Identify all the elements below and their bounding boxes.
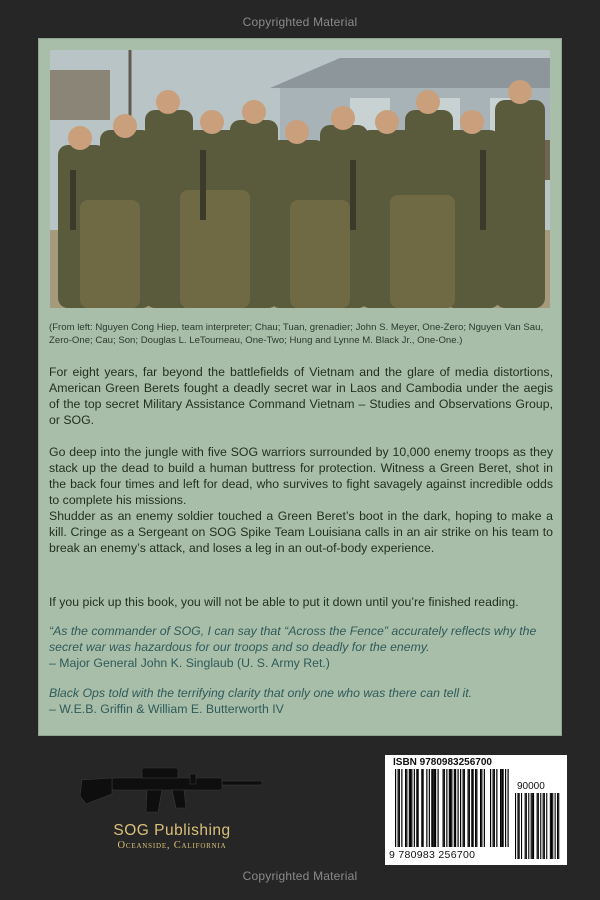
team-photo-image xyxy=(50,50,550,308)
rifle-icon xyxy=(72,760,272,820)
isbn-barcode xyxy=(385,755,567,865)
photo-caption: (From left: Nguyen Cong Hiep, team interpreter; Chau; Tuan, grenadier; John S. Meyer, One-Zero; Nguyen Van Sau, Zero-One; Cau; Son; Douglas L. LeTourneau, One-Two; Hung and Lynne M. Black Jr., One-One.) xyxy=(49,322,544,346)
description-paragraph-3: Shudder as an enemy soldier touched a Green Beret’s boot in the dark, hoping to make a kill. Cringe as a Sergeant on SOG Spike Team Louisiana calls in an air strike on his team to break an enemy’s attack, and loses a leg in an out-of-body experience. xyxy=(49,509,553,555)
copyright-watermark-top: Copyrighted Material xyxy=(242,15,358,29)
publisher-logo xyxy=(72,760,272,860)
endorsement-quote-1-attribution: – Major General John K. Singlaub (U. S. Army Ret.) xyxy=(49,656,330,670)
endorsement-quote-2 xyxy=(49,685,553,717)
publisher-location: Oceanside, California xyxy=(117,840,227,851)
publisher-name: SOG Publishing xyxy=(113,822,231,839)
team-photo xyxy=(50,50,550,308)
endorsement-quote-1 xyxy=(49,623,553,671)
endorsement-quote-2-text: Black Ops told with the terrifying clarity that only one who was there can tell it. xyxy=(49,686,473,700)
ean-digits: 9 780983 256700 xyxy=(389,849,476,861)
endorsement-quote-2-attribution: – W.E.B. Griffin & William E. Butterworth IV xyxy=(49,702,284,716)
endorsement-quote-1-text: “As the commander of SOG, I can say that “Across the Fence” accurately reflects why the secret war was hazardous for our troops and so deadly for the enemy. xyxy=(49,624,537,654)
description-paragraph-4: If you pick up this book, you will not be able to put it down until you’re finished reading. xyxy=(49,595,519,609)
copyright-watermark-bottom: Copyrighted Material xyxy=(242,869,358,883)
back-cover-panel xyxy=(38,38,562,736)
description-paragraph-1: For eight years, far beyond the battlefields of Vietnam and the glare of media distortions, American Green Berets fought a deadly secret war in Laos and Cambodia under the aegis of the top secret Military Assistance Command Vietnam – Studies and Observations Group, or SOG. xyxy=(49,365,553,427)
description-paragraph-2: Go deep into the jungle with five SOG warriors surrounded by 10,000 enemy troops as they stack up the dead to build a human buttress for protection. Witness a Green Beret, shot in the back four times and left for dead, who survives to fight savagely against incredible odds to complete his missions. xyxy=(49,445,553,507)
isbn-label: ISBN 9780983256700 xyxy=(393,757,492,768)
price-code: 90000 xyxy=(517,781,545,792)
